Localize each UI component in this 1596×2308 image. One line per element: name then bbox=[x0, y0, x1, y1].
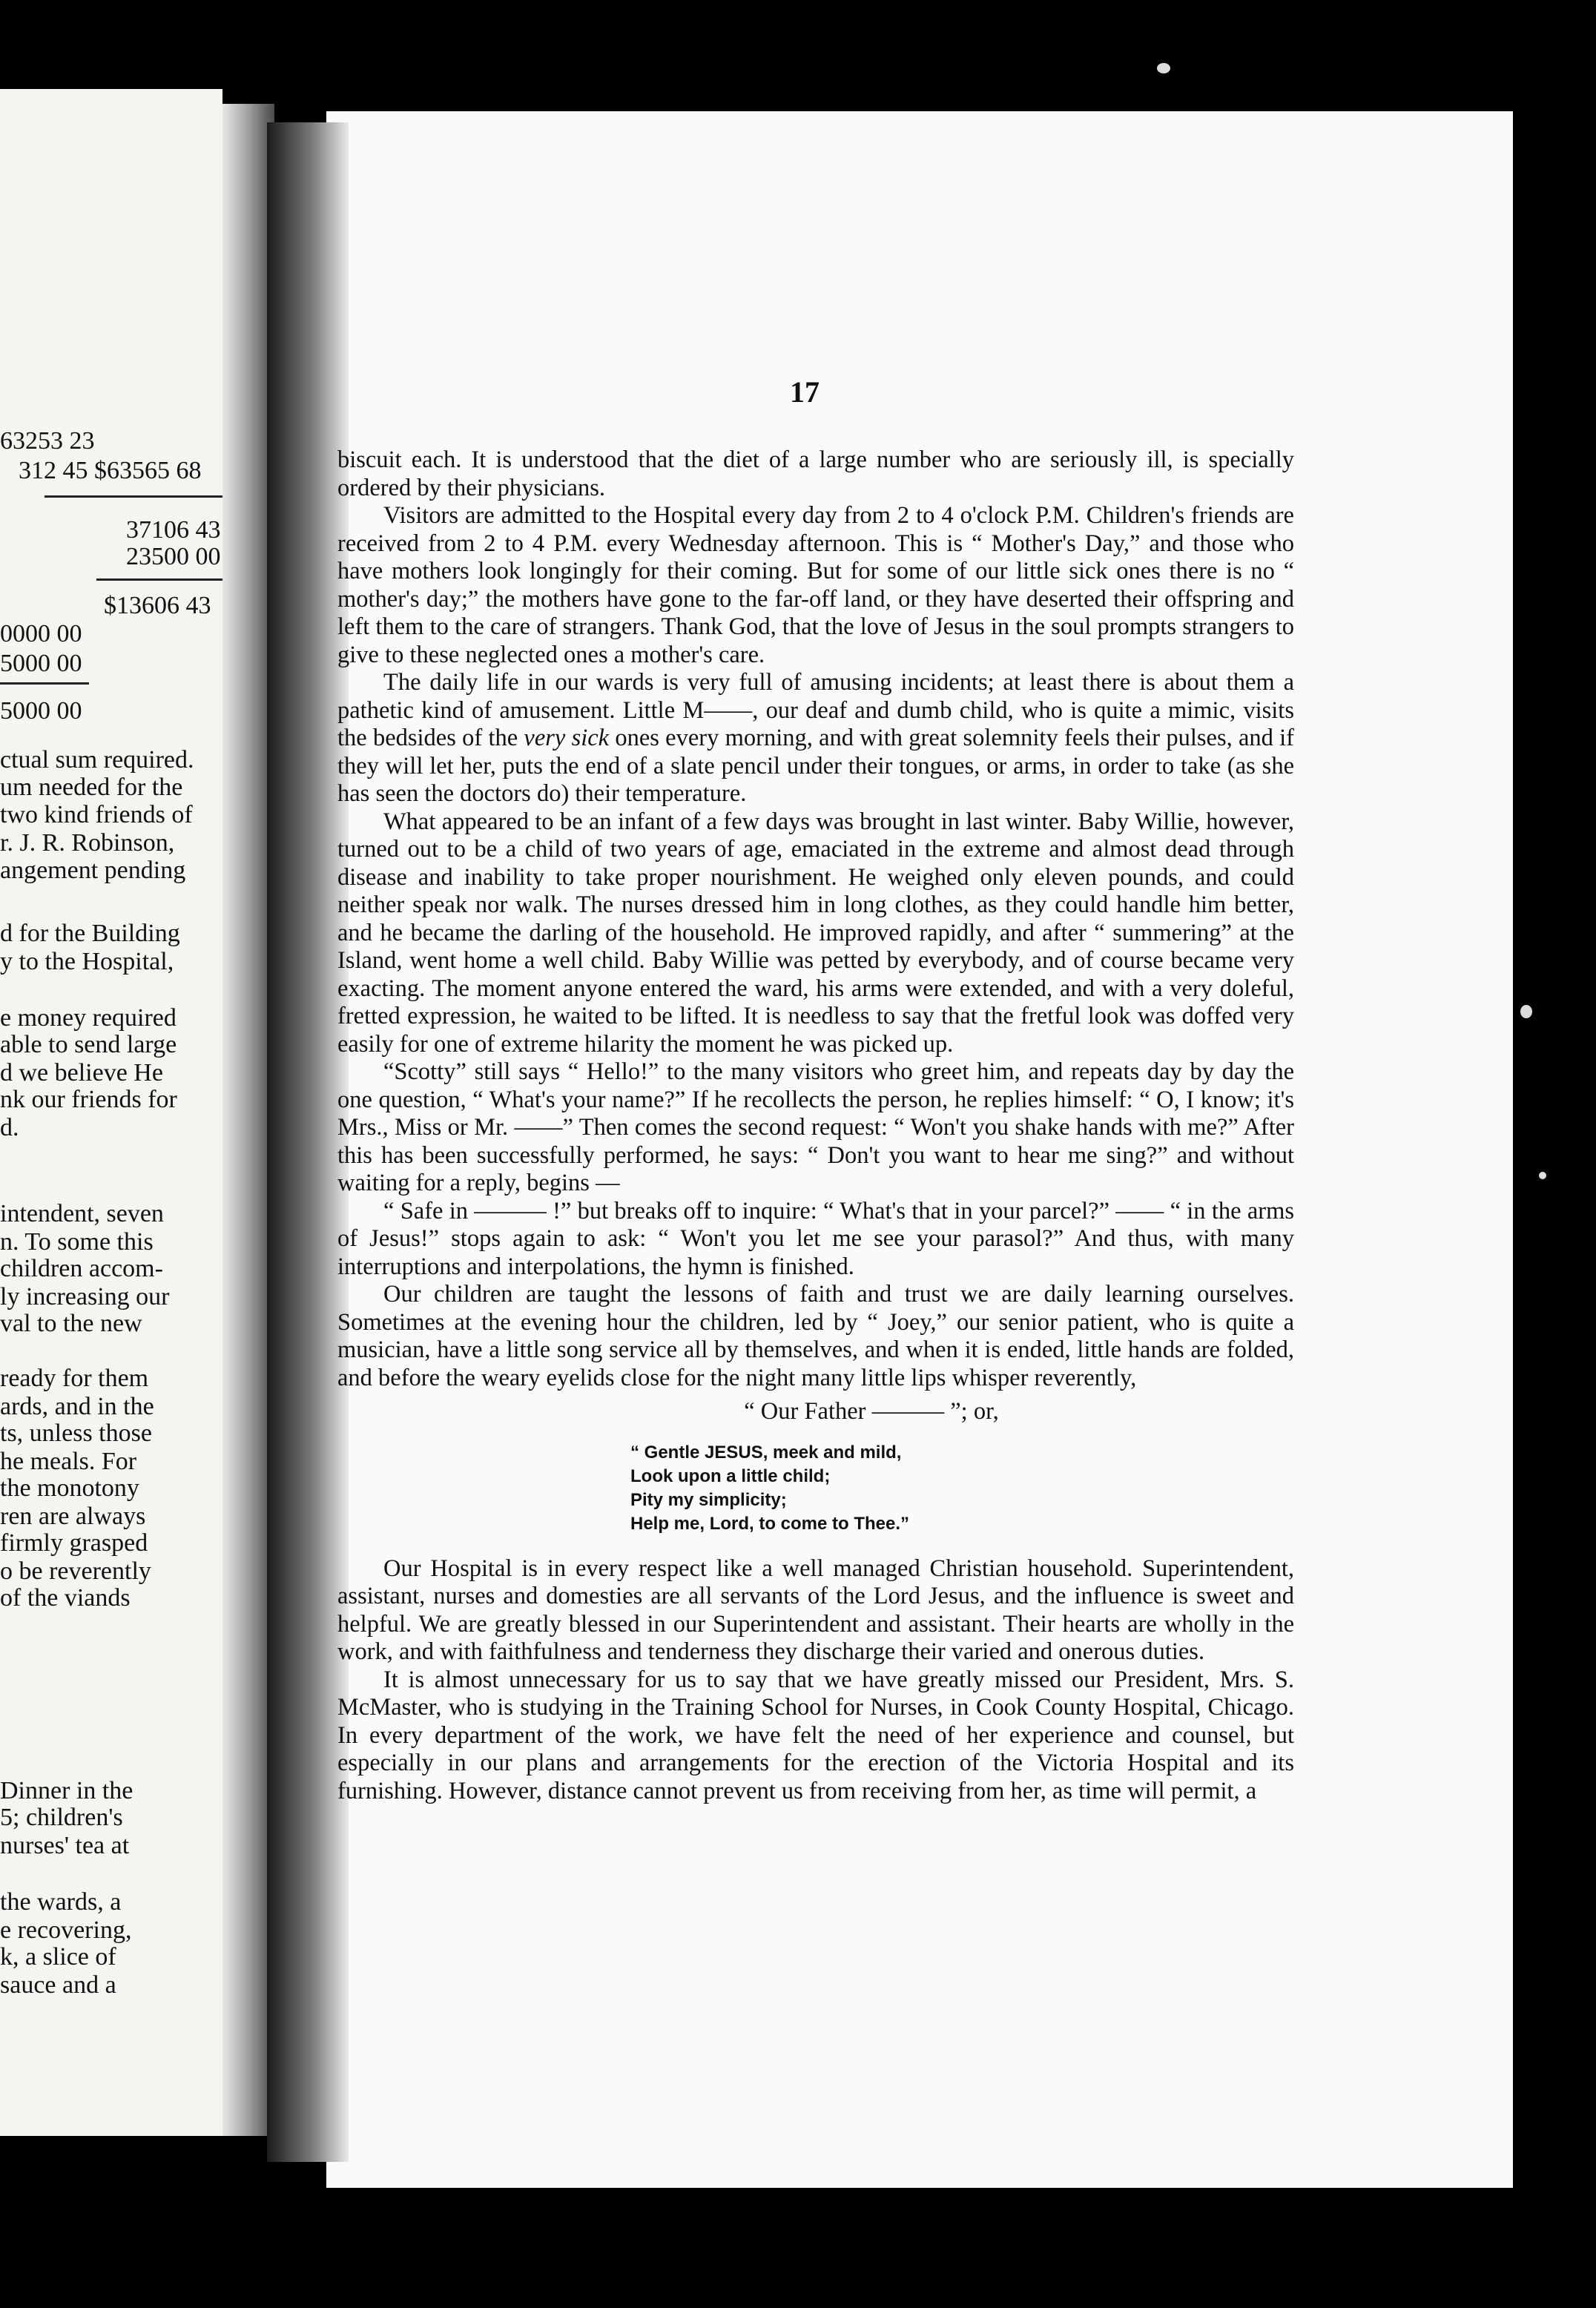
paragraph: Our children are taught the lessons of faith and trust we are daily learning ourselves. Sometimes at the evening hour the children, led by “ Joey,” our senior patient, who is quite a musician, have a little song service all by themselves, and when it is ended, little hands are folded, and before the weary eyelids close for the night many little lips whisper reverently, bbox=[337, 1281, 1294, 1391]
text-line: of the viands bbox=[0, 1584, 131, 1612]
text-line: angement pending bbox=[0, 857, 186, 884]
ledger-rule bbox=[0, 682, 89, 685]
text-line: r. J. R. Robinson, bbox=[0, 829, 175, 857]
text-line: ren are always bbox=[0, 1503, 146, 1530]
ledger-line: 63253 23 bbox=[0, 427, 95, 455]
paragraph: What appeared to be an infant of a few days was brought in last winter. Baby Willie, however, turned out to be a child of two years of age, emaciated in the extreme and almost dead through disease and inability to take proper nourishment. He weighed only eleven pounds, and could neither speak nor walk. The nurses dressed him in long clothes, as they could handle him better, and he became the darling of the household. He improved rapidly, and after “ summering” at the Island, went home a well child. Baby Willie was petted by everybody, and of course became very exacting. The moment anyone entered the ward, his arms were extended, and with a very doleful, fretted expression, he waited to be lifted. It is needless to say that the fretful look was doffed very easily for one of extreme hilarity the moment he was picked up. bbox=[337, 808, 1294, 1058]
text-line: Dinner in the bbox=[0, 1777, 133, 1804]
text-line: firmly grasped bbox=[0, 1529, 148, 1557]
text-line: e recovering, bbox=[0, 1916, 132, 1944]
dust-speck bbox=[1520, 1005, 1532, 1018]
page-body bbox=[337, 446, 1294, 1805]
ledger-rule bbox=[96, 578, 222, 581]
hymn-line: Look upon a little child; bbox=[630, 1465, 831, 1486]
ledger-line: 37106 43 bbox=[126, 516, 221, 544]
paragraph: Visitors are admitted to the Hospital every day from 2 to 4 o'clock P.M. Children's friends are received from 2 to 4 P.M. every Wednesday afternoon. This is “ Mother's Day,” and those who have mothers look longingly for their coming. But for some of our little sick ones there is no “ mother's day;” the mothers have gone to the far-off land, or they have deserted their offspring and left them to the care of strangers. Thank God, that the love of Jesus in the soul prompts strangers to give to these neglected ones a mother's care. bbox=[337, 502, 1294, 668]
paragraph-text: ones every morning, and with great solemnity feels their pulses, and if they will let her, puts the end of a slate pencil under their tongues, or arms, in order to take (as she has seen the doctors do) their temperature. bbox=[337, 725, 1294, 807]
dust-speck bbox=[1157, 63, 1170, 73]
text-line: d. bbox=[0, 1114, 19, 1141]
paragraph-text: The daily life in our wards is very full of amusing incidents; at least there is about them a pathetic kind of amusement. Little M——, our deaf and dumb child, who is quite a mimic, visits the bedsides of the bbox=[337, 669, 1294, 751]
text-line: e money required bbox=[0, 1004, 177, 1032]
text-line: y to the Hospital, bbox=[0, 948, 174, 975]
text-line: ly increasing our bbox=[0, 1283, 170, 1310]
text-line: ctual sum required. bbox=[0, 746, 194, 774]
paragraph: “Scotty” still says “ Hello!” to the many visitors who greet him, and repeats day by day the one question, “ What's your name?” If he recollects the person, he replies himself: “ O, I know; it's Mrs., Miss or Mr. ——” Then comes the second request: “ Won't you shake hands with me?” After this has been successfully performed, he says: “ Don't you want to hear me sing?” and without waiting for a reply, begins — bbox=[337, 1058, 1294, 1196]
text-line: ts, unless those bbox=[0, 1420, 152, 1447]
paragraph: Our Hospital is in every respect like a well managed Christian household. Superintendent, assistant, nurses and domesties are all servants of the Lord Jesus, and the influence is sweet and helpful. We are greatly blessed in our Superintendent and assistant. Their hearts are wholly in the work, and with faithfulness and tenderness they discharge their varied and onerous duties. bbox=[337, 1554, 1294, 1665]
hymn-verse bbox=[630, 1441, 1294, 1536]
ledger-line: $13606 43 bbox=[104, 592, 211, 619]
ledger-line: 5000 00 bbox=[0, 697, 82, 725]
text-line: d for the Building bbox=[0, 920, 180, 947]
text-line: able to send large bbox=[0, 1031, 177, 1058]
text-line: he meals. For bbox=[0, 1448, 137, 1475]
ledger-line: 312 45 $63565 68 bbox=[19, 457, 202, 484]
page-shadow bbox=[267, 122, 349, 2162]
text-line: sauce and a bbox=[0, 1971, 116, 1999]
text-line: children accom- bbox=[0, 1255, 163, 1282]
text-line: intendent, seven bbox=[0, 1200, 164, 1227]
text-line: ready for them bbox=[0, 1365, 149, 1392]
text-line: nk our friends for bbox=[0, 1086, 177, 1113]
text-line: val to the new bbox=[0, 1310, 142, 1337]
hymn-line: Pity my simplicity; bbox=[630, 1489, 787, 1510]
paragraph: biscuit each. It is understood that the diet of a large number who are seriously ill, is specially ordered by their physicians. bbox=[337, 446, 1294, 501]
page-number: 17 bbox=[790, 375, 820, 409]
paragraph bbox=[337, 669, 1294, 808]
text-line: the monotony bbox=[0, 1474, 139, 1502]
previous-page bbox=[0, 89, 222, 2136]
ledger-line: 23500 00 bbox=[126, 543, 221, 570]
text-line: 5; children's bbox=[0, 1804, 123, 1831]
text-line: the wards, a bbox=[0, 1888, 122, 1916]
text-line: nurses' tea at bbox=[0, 1832, 130, 1859]
hymn-line: Help me, Lord, to come to Thee.” bbox=[630, 1513, 910, 1534]
text-line: k, a slice of bbox=[0, 1943, 116, 1971]
text-line: um needed for the bbox=[0, 774, 183, 801]
paragraph: It is almost unnecessary for us to say that we have greatly missed our President, Mrs. S. McMaster, who is studying in the Training School for Nurses, in Cook County Hospital, Chicago. In every department of the work, we have felt the need of her experience and counsel, but especially in our plans and arrangements for the erection of the Victoria Hospital and its furnishing. However, distance cannot prevent us from receiving from her, as time will permit, a bbox=[337, 1666, 1294, 1804]
hymn-line: “ Gentle JESUS, meek and mild, bbox=[630, 1442, 902, 1463]
text-line: ards, and in the bbox=[0, 1393, 154, 1420]
prayer-quote: “ Our Father ——— ”; or, bbox=[744, 1398, 999, 1425]
ledger-rule bbox=[44, 495, 222, 498]
ledger-line: 0000 00 bbox=[0, 620, 82, 647]
text-line: n. To some this bbox=[0, 1228, 154, 1256]
emphasis-text: very sick bbox=[524, 725, 610, 751]
text-line: d we believe He bbox=[0, 1059, 163, 1087]
text-line: two kind friends of bbox=[0, 801, 193, 828]
text-line: o be reverently bbox=[0, 1557, 151, 1585]
ledger-line: 5000 00 bbox=[0, 650, 82, 677]
paragraph: “ Safe in ——— !” but breaks off to inquire: “ What's that in your parcel?” —— “ in the arms of Jesus!” stops again to ask: “ Won't you let me see your parasol?” And thus, with many interruptions and interpolations, the hymn is finished. bbox=[337, 1197, 1294, 1280]
dust-speck bbox=[1539, 1172, 1546, 1179]
